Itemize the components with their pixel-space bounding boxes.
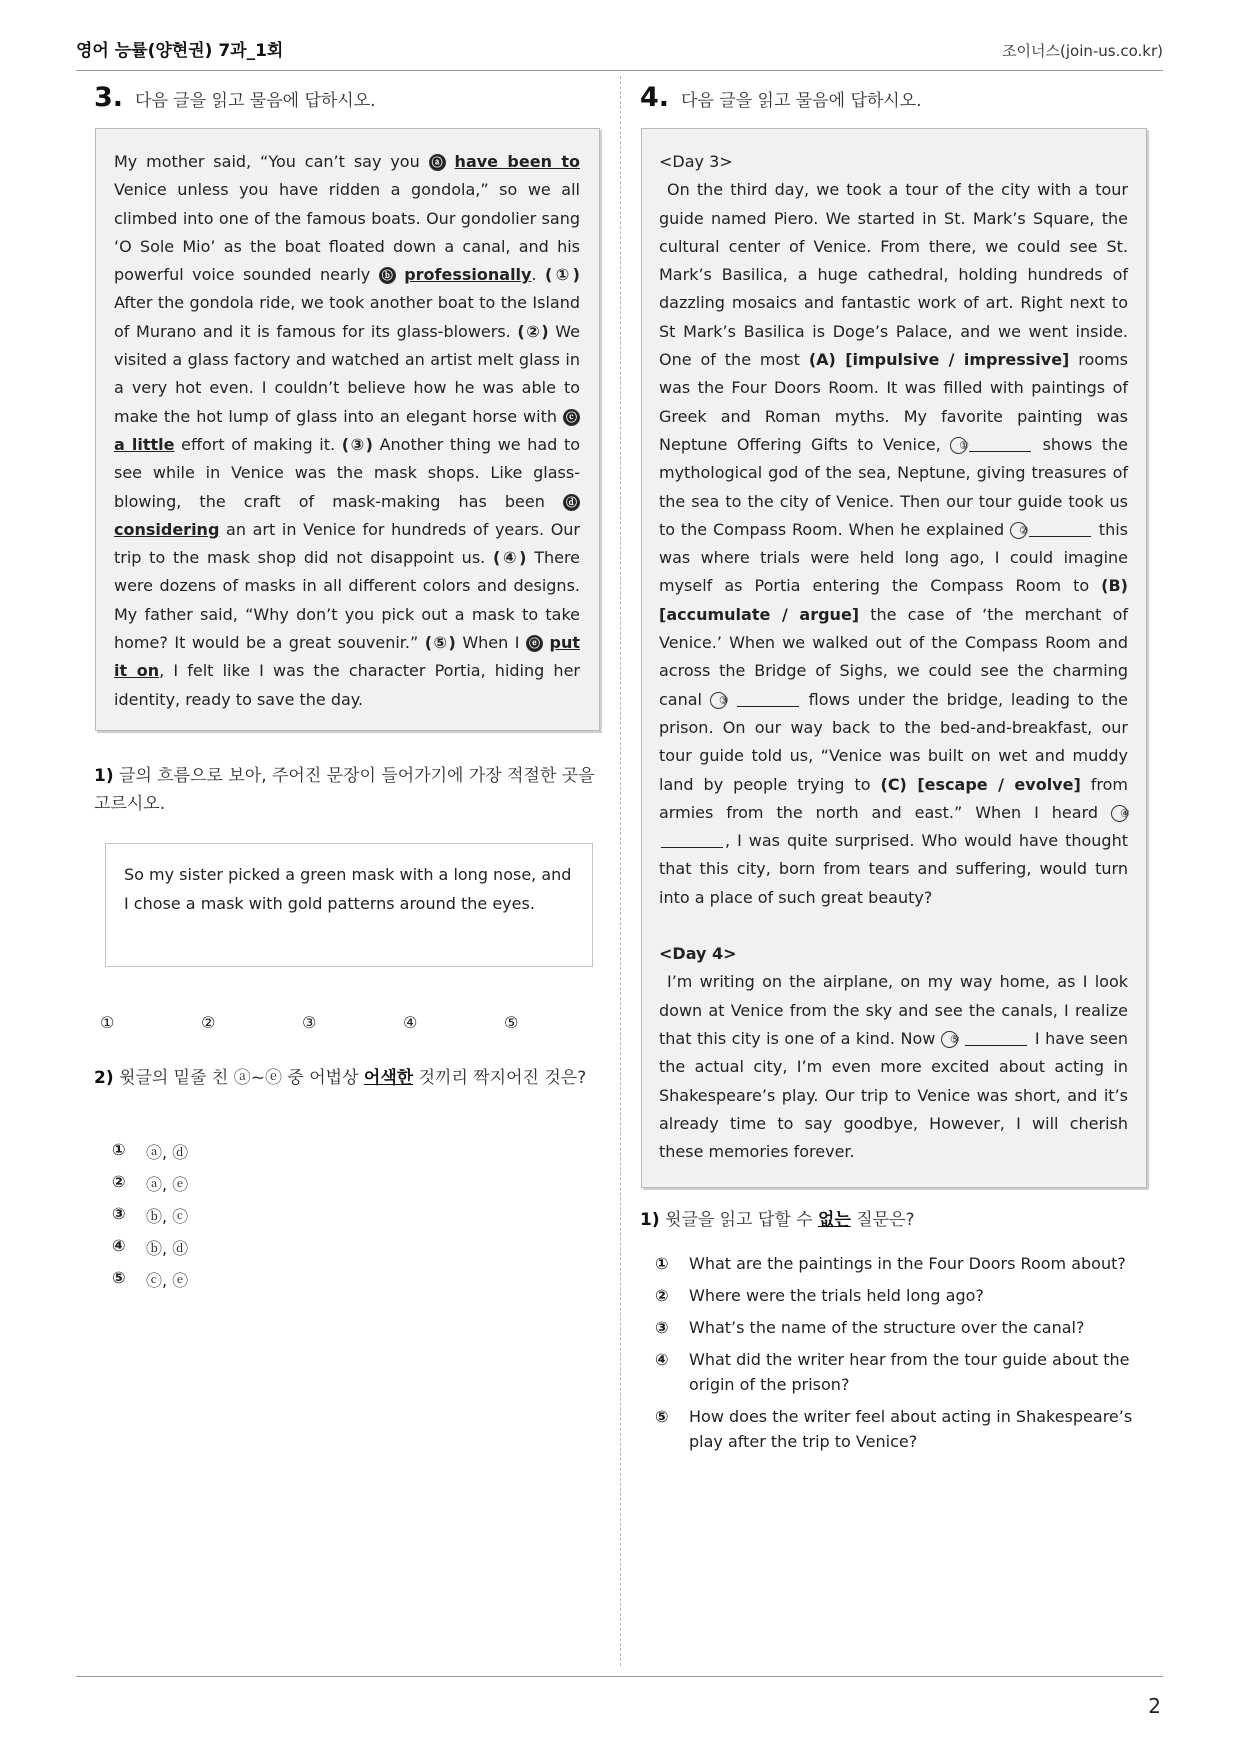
question-3-options xyxy=(112,1140,188,1300)
marker-d: ⓓ xyxy=(563,494,580,511)
choice-1[interactable]: ① xyxy=(100,1013,115,1032)
marker-e: ⓔ xyxy=(526,635,543,652)
emphasis-word: 없는 xyxy=(818,1210,851,1230)
question-3-instruction: 다음 글을 읽고 물음에 답하시오. xyxy=(135,91,376,111)
underline-c: a little xyxy=(114,434,175,454)
option-1[interactable]: ① What are the paintings in the Four Doors Room about? xyxy=(655,1254,1126,1273)
header-divider xyxy=(76,70,1163,71)
choice-5[interactable]: ⑤ xyxy=(504,1013,519,1032)
choice-2[interactable]: ② xyxy=(201,1013,216,1032)
question-4-options xyxy=(655,1251,1145,1461)
option-5[interactable]: ⑤ How does the writer feel about acting in Shakespeare’s play after the trip to Venice? xyxy=(655,1407,1133,1451)
blank-marker-3: ③ xyxy=(710,692,727,709)
day4-text: I’m writing on the airplane, on my way home, as I look down at Venice from the sky and see the canals, I realize that this city is one of a kind. Now ⑤ I have seen the actual city, I’m even more excited about acting in Shakespeare’s play. Our trip to Venice was short, and it’s already time to say goodbye, However, I will cherish these memories forever. xyxy=(659,972,1128,1162)
blank-marker-5: ⑤ xyxy=(941,1031,958,1048)
day4-heading: <Day 4> xyxy=(659,944,737,964)
choice-B: (B) [accumulate / argue] xyxy=(659,576,1128,624)
given-sentence: So my sister picked a green mask with a long nose, and I chose a mask with gold patterns around the eyes. xyxy=(124,865,572,913)
blank-5 xyxy=(965,1044,1027,1046)
question-3-passage xyxy=(95,128,600,731)
underline-d: considering xyxy=(114,519,220,539)
choice-C: (C) [escape / evolve] xyxy=(880,774,1081,794)
option-3[interactable]: ③ ⓑ, ⓒ xyxy=(112,1204,189,1226)
choice-3[interactable]: ③ xyxy=(302,1013,317,1032)
question-4-number: 4. xyxy=(640,82,670,113)
site-name: 조이너스(join-us.co.kr) xyxy=(1002,42,1163,60)
question-4-instruction: 다음 글을 읽고 물음에 답하시오. xyxy=(681,91,922,111)
marker-b: ⓑ xyxy=(379,267,396,284)
blank-marker-2: ② xyxy=(1010,522,1027,539)
blank-4 xyxy=(661,846,723,848)
option-5[interactable]: ⑤ ⓒ, ⓔ xyxy=(112,1268,189,1290)
question-3-sub2: 2) 윗글의 밑줄 친 ⓐ~ⓔ 중 어법상 어색한 것끼리 짝지어진 것은? xyxy=(94,1068,587,1088)
question-4-passage xyxy=(641,128,1147,1188)
question-3-number: 3. xyxy=(94,82,124,113)
underline-e: put it on xyxy=(114,633,581,681)
option-2[interactable]: ② Where were the trials held long ago? xyxy=(655,1286,984,1305)
underline-b: professionally xyxy=(404,265,532,285)
position-marker-5: (⑤) xyxy=(424,633,456,653)
position-marker-1: (①) xyxy=(545,265,580,285)
option-4[interactable]: ④ What did the writer hear from the tour guide about the origin of the prison? xyxy=(655,1350,1130,1394)
page-number: 2 xyxy=(1148,1694,1161,1718)
marker-c: ⓒ xyxy=(563,409,580,426)
day3-text: On the third day, we took a tour of the city with a tour guide named Piero. We started in St. Mark’s Square, the cultural center of Venice. From there, we could see St. Mark’s Basilica, a huge cathedral, holding hundreds of dazzling mosaics and fantastic work of art. Right next to St Mark’s Basilica is Doge’s Palace, and we went inside. One of the most (A) [impulsive / impressive] rooms was the Four Doors Room. It was filled with paintings of Greek and Roman myths. My favorite painting was Neptune Offering Gifts to Venice, ① shows the mythological god of the sea, Neptune, giving treasures of the sea to the city of Venice. Then our tour guide took us to the Compass Room. When he explained ② this was where trials were held long ago, I could imagine myself as Portia entering the Compass Room to (B) [accumulate / argue] the case of ‘the merchant of Venice.’ When we walked out of the Compass Room and across the Bridge of Sighs, we could see the charming canal ③ flows under the bridge, leading to the prison. On our way back to the bed-and-breakfast, our tour guide told us, “Venice was built on wet and muddy land by people trying to (C) [escape / evolve] from armies from the north and east.” When I heard ④ , I was quite surprised. Who would have thought that this city, born from tears and suffering, would turn into a place of such great beauty? xyxy=(659,180,1130,907)
blank-1 xyxy=(969,450,1031,452)
position-marker-2: (②) xyxy=(517,321,549,341)
position-marker-3: (③) xyxy=(341,434,373,454)
day3-heading: <Day 3> xyxy=(659,152,733,171)
given-sentence-box xyxy=(105,843,593,967)
page-title: 영어 능률(양현권) 7과_1회 xyxy=(76,41,284,61)
blank-marker-4: ④ xyxy=(1111,805,1128,822)
blank-3 xyxy=(737,705,799,707)
question-3-sub1: 1) 글의 흐름으로 보아, 주어진 문장이 들어가기에 가장 적절한 곳을 고르시오. xyxy=(94,766,595,814)
passage-text: My mother said, “You can’t say you ⓐ have been to Venice unless you have ridden a gondola,” so we all climbed into one of the famous boats. Our gondolier sang ‘O Sole Mio’ as the boat floated down a canal, and his powerful voice sounded nearly ⓑ professionally. (①) After the gondola ride, we took another boat to the Island of Murano and it is famous for its glass-blowers. (②) We visited a glass factory and watched an artist melt glass in a very hot even. I couldn’t believe how he was able to make the hot lump of glass into an elegant horse with ⓒ a little effort of making it. (③) Another thing we had to see while in Venice was the mask shops. Like glass-blowing, the craft of mask-making has been ⓓ considering an art in Venice for hundreds of years. Our trip to the mask shop did not disappoint us. (④) There were dozens of masks in all different colors and designs. My father said, “Why don’t you pick out a mask to take home? It would be a great souvenir.” (⑤) When I ⓔ put it on, I felt like I was the character Portia, hiding her identity, ready to save the day. xyxy=(114,152,581,709)
footer-divider xyxy=(76,1676,1163,1677)
answer-choices xyxy=(100,1013,605,1032)
column-divider xyxy=(620,76,621,1666)
option-1[interactable]: ① ⓐ, ⓓ xyxy=(112,1140,189,1162)
underline-a: have been to xyxy=(454,152,580,171)
marker-a: ⓐ xyxy=(429,154,446,171)
blank-2 xyxy=(1029,535,1091,537)
option-3[interactable]: ③ What’s the name of the structure over the canal? xyxy=(655,1318,1085,1337)
option-2[interactable]: ② ⓐ, ⓔ xyxy=(112,1172,189,1194)
blank-marker-1: ① xyxy=(950,437,967,454)
position-marker-4: (④) xyxy=(492,548,527,568)
question-4-header xyxy=(640,82,922,113)
choice-4[interactable]: ④ xyxy=(403,1013,418,1032)
option-4[interactable]: ④ ⓑ, ⓓ xyxy=(112,1236,189,1258)
emphasis-word: 어색한 xyxy=(363,1068,414,1088)
choice-A: (A) [impulsive / impressive] xyxy=(808,350,1070,370)
question-3-header xyxy=(94,82,376,113)
question-4-sub1: 1) 윗글을 읽고 답할 수 없는 질문은? xyxy=(640,1210,915,1230)
